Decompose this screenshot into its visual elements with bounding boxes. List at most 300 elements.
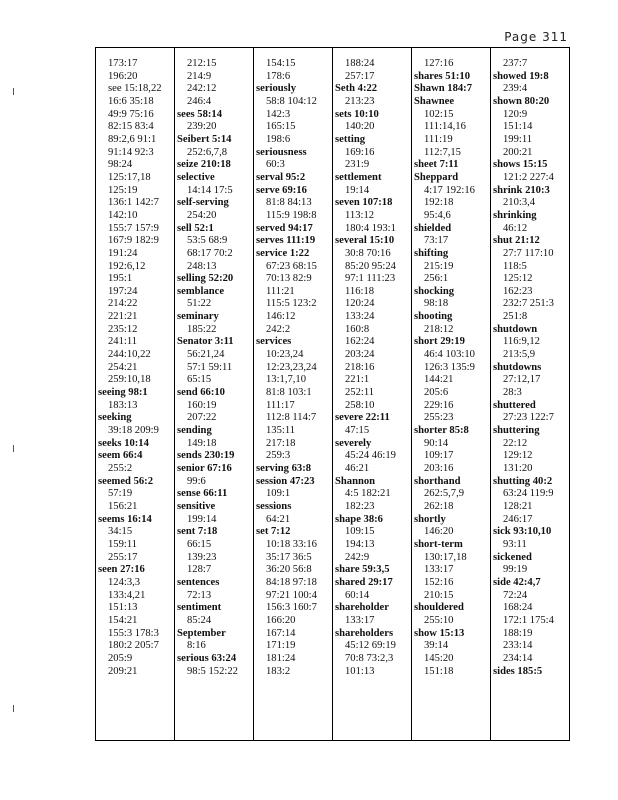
index-headword: seven 107:18 bbox=[335, 197, 393, 209]
index-page-ref: 70:8 73:2,3 bbox=[345, 652, 394, 664]
index-page-ref: 46:12 bbox=[503, 222, 528, 234]
index-headword: sentences bbox=[177, 576, 220, 588]
page-number: Page 311 bbox=[504, 30, 568, 44]
index-headword: sell 52:1 bbox=[177, 222, 214, 234]
index-page-ref: 72:24 bbox=[503, 589, 528, 601]
index-page-ref: 210:15 bbox=[424, 589, 454, 601]
index-page-ref: 244:10,22 bbox=[108, 349, 151, 361]
index-page-ref: 19:14 bbox=[345, 184, 370, 196]
index-page-ref: 255:2 bbox=[108, 463, 133, 474]
index-page-ref: 85:24 bbox=[187, 614, 212, 626]
index-page-ref: 218:16 bbox=[345, 361, 375, 373]
index-headword: several 15:10 bbox=[335, 235, 395, 247]
index-page-ref: 246:17 bbox=[503, 513, 533, 525]
index-headword: side 42:4,7 bbox=[493, 576, 541, 588]
index-page-ref: 165:15 bbox=[266, 121, 296, 133]
index-headword: sensitive bbox=[177, 500, 216, 512]
index-page-ref: 124:3,3 bbox=[108, 576, 141, 588]
index-page-ref: 65:15 bbox=[187, 374, 212, 386]
index-page-ref: 169:16 bbox=[345, 146, 375, 158]
index-page-ref: 10:23,24 bbox=[266, 349, 304, 361]
index-page-ref: 242:12 bbox=[187, 83, 217, 95]
index-headword: shielded bbox=[414, 222, 452, 234]
index-page-ref: 182:23 bbox=[345, 500, 375, 512]
index-headword: seeking bbox=[98, 412, 132, 424]
index-page-ref: 121:2 227:4 bbox=[503, 171, 554, 183]
index-page-ref: 145:20 bbox=[424, 652, 454, 664]
index-headword: shrink 210:3 bbox=[493, 184, 550, 196]
index-page-ref: 173:17 bbox=[108, 58, 138, 69]
index-page-ref: 66:15 bbox=[187, 538, 212, 550]
index-page-ref: 242:2 bbox=[266, 323, 291, 335]
index-page-ref: 101:13 bbox=[345, 665, 375, 677]
index-page-ref: 56:21,24 bbox=[187, 349, 225, 361]
index-page-ref: 235:12 bbox=[108, 323, 138, 335]
index-headword: Sheppard bbox=[414, 171, 459, 183]
index-headword: semblance bbox=[177, 285, 225, 297]
index-page-ref: 151:18 bbox=[424, 665, 454, 677]
index-page-ref: 46:4 103:10 bbox=[424, 349, 475, 361]
index-headword: shuttering bbox=[493, 425, 540, 437]
index-page-ref: 255:23 bbox=[424, 412, 454, 424]
index-page-ref: 209:21 bbox=[108, 665, 138, 677]
index-page-ref: 111:17 bbox=[266, 399, 295, 411]
index-page-ref: 125:19 bbox=[108, 184, 138, 196]
index-headword: served 94:17 bbox=[256, 222, 313, 234]
index-column-3 bbox=[254, 58, 332, 678]
index-headword: serves 111:19 bbox=[256, 235, 316, 247]
index-page-ref: 160:19 bbox=[187, 399, 217, 411]
index-headword: Shawn 184:7 bbox=[414, 83, 472, 95]
index-column-5 bbox=[412, 58, 490, 678]
index-page-ref: 200:21 bbox=[503, 146, 533, 158]
index-page-ref: 155:3 178:3 bbox=[108, 627, 159, 639]
index-page-ref: 180:4 193:1 bbox=[345, 222, 396, 234]
index-page-ref: 181:24 bbox=[266, 652, 296, 664]
index-page-ref: 36:20 56:8 bbox=[266, 564, 312, 576]
index-page-ref: 214:9 bbox=[187, 70, 212, 82]
index-headword: short-term bbox=[414, 538, 463, 550]
index-page-ref: 133:17 bbox=[424, 564, 454, 576]
index-page-ref: 254:20 bbox=[187, 209, 217, 221]
index-headword: shuttered bbox=[493, 399, 536, 411]
index-page-ref: 64:21 bbox=[266, 513, 291, 525]
index-headword: seminary bbox=[177, 311, 219, 323]
index-headword: selling 52:20 bbox=[177, 273, 234, 285]
index-page-ref: 156:21 bbox=[108, 500, 138, 512]
index-page-ref: 135:11 bbox=[266, 425, 296, 437]
index-page-ref: 258:10 bbox=[345, 399, 375, 411]
index-page-ref: 109:1 bbox=[266, 488, 291, 500]
index-page-ref: 22:12 bbox=[503, 437, 528, 449]
index-page-ref: 98:18 bbox=[424, 298, 449, 310]
index-page-ref: 118:5 bbox=[503, 260, 527, 272]
index-page-ref: 49:9 75:16 bbox=[108, 108, 154, 120]
index-page-ref: see 15:18,22 bbox=[108, 83, 162, 95]
index-page-ref: 27:23 122:7 bbox=[503, 412, 554, 424]
index-page-ref: 151:13 bbox=[108, 602, 138, 614]
index-page-ref: 155:7 157:9 bbox=[108, 222, 159, 234]
index-page-ref: 98:24 bbox=[108, 159, 133, 171]
index-page-ref: 130:17,18 bbox=[424, 551, 467, 563]
index-page-ref: 183:13 bbox=[108, 399, 138, 411]
index-page-ref: 154:15 bbox=[266, 58, 296, 69]
index-headword: seem 66:4 bbox=[98, 450, 143, 462]
index-table bbox=[95, 47, 570, 741]
index-headword: seriously bbox=[256, 83, 297, 95]
index-headword: Shannon bbox=[335, 475, 376, 487]
index-page-ref: 139:23 bbox=[187, 551, 217, 563]
index-headword: send 66:10 bbox=[177, 387, 225, 399]
index-headword: shutdowns bbox=[493, 361, 542, 373]
index-page-ref: 146:20 bbox=[424, 526, 454, 538]
index-page-ref: 111:19 bbox=[424, 133, 453, 145]
index-headword: shooting bbox=[414, 311, 453, 323]
index-page-ref: 213:23 bbox=[345, 95, 375, 107]
index-page-ref: 81:8 103:1 bbox=[266, 387, 312, 399]
index-page-ref: 156:3 160:7 bbox=[266, 602, 317, 614]
index-page-ref: 89:2,6 91:1 bbox=[108, 133, 157, 145]
index-page-ref: 113:12 bbox=[345, 209, 375, 221]
index-headword: Shawnee bbox=[414, 95, 455, 107]
index-page-ref: 129:12 bbox=[503, 450, 533, 462]
index-headword: set 7:12 bbox=[256, 526, 291, 538]
index-page-ref: 257:17 bbox=[345, 70, 375, 82]
index-headword: sheet 7:11 bbox=[414, 159, 459, 171]
index-column-2 bbox=[175, 58, 253, 678]
index-page-ref: 125:17,18 bbox=[108, 171, 151, 183]
index-page-ref: 194:13 bbox=[345, 538, 375, 550]
index-headword: show 15:13 bbox=[414, 627, 465, 639]
index-page-ref: 60:14 bbox=[345, 589, 370, 601]
index-page-ref: 149:18 bbox=[187, 437, 217, 449]
index-page-ref: 120:9 bbox=[503, 108, 528, 120]
index-headword: senior 67:16 bbox=[177, 463, 232, 474]
index-page-ref: 45:24 46:19 bbox=[345, 450, 396, 462]
index-page-ref: 142:10 bbox=[108, 209, 138, 221]
index-page-ref: 234:14 bbox=[503, 652, 533, 664]
index-page-ref: 229:16 bbox=[424, 399, 454, 411]
index-page-ref: 133:4,21 bbox=[108, 589, 146, 601]
index-page-ref: 197:24 bbox=[108, 285, 138, 297]
index-page-ref: 10:18 33:16 bbox=[266, 538, 317, 550]
index-page-ref: 128:21 bbox=[503, 500, 533, 512]
index-page-ref: 140:20 bbox=[345, 121, 375, 133]
index-page-ref: 152:16 bbox=[424, 576, 454, 588]
index-page-ref: 136:1 142:7 bbox=[108, 197, 159, 209]
index-headword: sends 230:19 bbox=[177, 450, 235, 462]
index-page-ref: 93:11 bbox=[503, 538, 527, 550]
index-headword: sees 58:14 bbox=[177, 108, 223, 120]
index-headword: shutdown bbox=[493, 323, 538, 335]
index-page-ref: 237:7 bbox=[503, 58, 528, 69]
index-page-ref: 192:6,12 bbox=[108, 260, 146, 272]
index-page-ref: 46:21 bbox=[345, 463, 370, 474]
index-page-ref: 172:1 175:4 bbox=[503, 614, 554, 626]
index-page-ref: 221:21 bbox=[108, 311, 138, 323]
index-headword: self-serving bbox=[177, 197, 229, 209]
index-page-ref: 218:12 bbox=[424, 323, 454, 335]
index-headword: Senator 3:11 bbox=[177, 336, 234, 348]
index-page-ref: 98:5 152:22 bbox=[187, 665, 238, 677]
index-page-ref: 162:23 bbox=[503, 285, 533, 297]
index-page-ref: 63:24 119:9 bbox=[503, 488, 554, 500]
index-headword: serving 63:8 bbox=[256, 463, 312, 474]
index-page-ref: 58:8 104:12 bbox=[266, 95, 317, 107]
index-page-ref: 4:17 192:16 bbox=[424, 184, 475, 196]
index-page-ref: 252:6,7,8 bbox=[187, 146, 228, 158]
index-page-ref: 28:3 bbox=[503, 387, 522, 399]
index-page-ref: 111:14,16 bbox=[424, 121, 466, 133]
index-page-ref: 39:14 bbox=[424, 640, 449, 652]
index-page-ref: 12:23,23,24 bbox=[266, 361, 317, 373]
index-headword: shut 21:12 bbox=[493, 235, 540, 247]
index-page-ref: 198:6 bbox=[266, 133, 291, 145]
index-page-ref: 109:15 bbox=[345, 526, 375, 538]
index-headword: sides 185:5 bbox=[493, 665, 543, 677]
index-page-ref: 115:5 123:2 bbox=[266, 298, 317, 310]
index-page-ref: 166:20 bbox=[266, 614, 296, 626]
index-page-ref: 205:6 bbox=[424, 387, 449, 399]
index-page-ref: 115:9 198:8 bbox=[266, 209, 317, 221]
index-page-ref: 84:18 97:18 bbox=[266, 576, 317, 588]
index-page-ref: 210:3,4 bbox=[503, 197, 536, 209]
index-headword: selective bbox=[177, 171, 215, 183]
index-headword: sessions bbox=[256, 500, 292, 512]
index-page-ref: 82:15 83:4 bbox=[108, 121, 154, 133]
index-page-ref: 203:16 bbox=[424, 463, 454, 474]
index-page-ref: 215:19 bbox=[424, 260, 454, 272]
index-headword: shareholder bbox=[335, 602, 389, 614]
index-headword: services bbox=[256, 336, 292, 348]
index-page-ref: 205:9 bbox=[108, 652, 133, 664]
index-headword: sickened bbox=[493, 551, 532, 563]
index-headword: shifting bbox=[414, 247, 449, 259]
index-column-4 bbox=[333, 58, 411, 678]
index-page-ref: 160:8 bbox=[345, 323, 370, 335]
index-page-ref: 192:18 bbox=[424, 197, 454, 209]
index-page-ref: 178:6 bbox=[266, 70, 291, 82]
index-page-ref: 142:3 bbox=[266, 108, 291, 120]
index-page-ref: 154:21 bbox=[108, 614, 138, 626]
index-column-6 bbox=[491, 58, 570, 678]
margin-tick bbox=[13, 445, 14, 452]
index-page-ref: 127:16 bbox=[424, 58, 454, 69]
index-page-ref: 51:22 bbox=[187, 298, 212, 310]
index-headword: seemed 56:2 bbox=[98, 475, 154, 487]
index-page-ref: 259:3 bbox=[266, 450, 291, 462]
index-page-ref: 8:16 bbox=[187, 640, 206, 652]
index-page-ref: 251:8 bbox=[503, 311, 528, 323]
index-page-ref: 144:21 bbox=[424, 374, 454, 386]
index-page-ref: 128:7 bbox=[187, 564, 212, 576]
index-page-ref: 255:17 bbox=[108, 551, 138, 563]
index-page-ref: 185:22 bbox=[187, 323, 217, 335]
index-page-ref: 199:11 bbox=[503, 133, 533, 145]
index-headword: shorthand bbox=[414, 475, 461, 487]
index-page-ref: 248:13 bbox=[187, 260, 217, 272]
index-page-ref: 57:1 59:11 bbox=[187, 361, 233, 373]
index-column-1 bbox=[96, 58, 174, 678]
index-page-ref: 116:9,12 bbox=[503, 336, 540, 348]
index-page-ref: 231:9 bbox=[345, 159, 370, 171]
index-page-ref: 131:20 bbox=[503, 463, 533, 474]
index-page-ref: 60:3 bbox=[266, 159, 285, 171]
index-headword: shutting 40:2 bbox=[493, 475, 553, 487]
index-headword: shorter 85:8 bbox=[414, 425, 469, 437]
index-page-ref: 171:19 bbox=[266, 640, 296, 652]
index-headword: shortly bbox=[414, 513, 446, 525]
index-headword: shape 38:6 bbox=[335, 513, 383, 525]
index-headword: serval 95:2 bbox=[256, 171, 306, 183]
index-page-ref: 72:13 bbox=[187, 589, 212, 601]
index-headword: shouldered bbox=[414, 602, 464, 614]
index-page-ref: 99:6 bbox=[187, 475, 206, 487]
index-page-ref: 199:14 bbox=[187, 513, 217, 525]
index-headword: shared 29:17 bbox=[335, 576, 393, 588]
index-page-ref: 188:19 bbox=[503, 627, 533, 639]
index-page-ref: 112:8 114:7 bbox=[266, 412, 317, 424]
index-page-ref: 221:1 bbox=[345, 374, 370, 386]
index-headword: shown 80:20 bbox=[493, 95, 550, 107]
index-page-ref: 125:12 bbox=[503, 273, 533, 285]
index-headword: Seibert 5:14 bbox=[177, 133, 232, 145]
index-headword: sense 66:11 bbox=[177, 488, 228, 500]
index-page-ref: 116:18 bbox=[345, 285, 375, 297]
index-headword: sent 7:18 bbox=[177, 526, 218, 538]
index-page-ref: 39:18 209:9 bbox=[108, 425, 159, 437]
index-page-ref: 95:4,6 bbox=[424, 209, 451, 221]
index-page-ref: 120:24 bbox=[345, 298, 375, 310]
index-page-ref: 133:17 bbox=[345, 614, 375, 626]
index-headword: seems 16:14 bbox=[98, 513, 152, 525]
index-page-ref: 27:12,17 bbox=[503, 374, 541, 386]
index-headword: settlement bbox=[335, 171, 382, 183]
index-page-ref: 255:10 bbox=[424, 614, 454, 626]
index-headword: seriousness bbox=[256, 146, 307, 158]
index-page-ref: 203:24 bbox=[345, 349, 375, 361]
index-page-ref: 167:9 182:9 bbox=[108, 235, 159, 247]
index-page-ref: 70:13 82:9 bbox=[266, 273, 312, 285]
index-page-ref: 47:15 bbox=[345, 425, 370, 437]
index-page-ref: 246:4 bbox=[187, 95, 212, 107]
index-page-ref: 254:21 bbox=[108, 361, 138, 373]
index-page-ref: 81:8 84:13 bbox=[266, 197, 312, 209]
index-page-ref: 57:19 bbox=[108, 488, 133, 500]
index-page-ref: 239:4 bbox=[503, 83, 528, 95]
index-page-ref: 207:22 bbox=[187, 412, 217, 424]
index-headword: shareholders bbox=[335, 627, 394, 639]
index-page-ref: 14:14 17:5 bbox=[187, 184, 233, 196]
index-page-ref: 97:1 111:23 bbox=[345, 273, 396, 285]
index-headword: sending bbox=[177, 425, 212, 437]
index-page-ref: 159:11 bbox=[108, 538, 138, 550]
index-page-ref: 256:1 bbox=[424, 273, 449, 285]
index-page-ref: 195:1 bbox=[108, 273, 133, 285]
index-page-ref: 262:18 bbox=[424, 500, 454, 512]
index-page-ref: 188:24 bbox=[345, 58, 375, 69]
index-page-ref: 151:14 bbox=[503, 121, 533, 133]
index-headword: shrinking bbox=[493, 209, 537, 221]
index-headword: seeing 98:1 bbox=[98, 387, 148, 399]
index-page-ref: 213:5,9 bbox=[503, 349, 536, 361]
index-headword: severe 22:11 bbox=[335, 412, 390, 424]
index-page-ref: 252:11 bbox=[345, 387, 375, 399]
index-page-ref: 126:3 135:9 bbox=[424, 361, 475, 373]
index-page-ref: 196:20 bbox=[108, 70, 138, 82]
margin-tick bbox=[13, 88, 14, 95]
index-page-ref: 262:5,7,9 bbox=[424, 488, 465, 500]
index-page-ref: 4:5 182:21 bbox=[345, 488, 391, 500]
index-headword: serve 69:16 bbox=[256, 184, 307, 196]
index-page-ref: 217:18 bbox=[266, 437, 296, 449]
index-page-ref: 214:22 bbox=[108, 298, 138, 310]
index-page-ref: 73:17 bbox=[424, 235, 449, 247]
index-page-ref: 53:5 68:9 bbox=[187, 235, 228, 247]
index-headword: September bbox=[177, 627, 226, 639]
index-page-ref: 162:24 bbox=[345, 336, 375, 348]
index-page-ref: 35:17 36:5 bbox=[266, 551, 312, 563]
index-headword: sets 10:10 bbox=[335, 108, 379, 120]
index-page-ref: 16:6 35:18 bbox=[108, 95, 154, 107]
index-page-ref: 102:15 bbox=[424, 108, 454, 120]
index-headword: shows 15:15 bbox=[493, 159, 548, 171]
index-page-ref: 180:2 205:7 bbox=[108, 640, 159, 652]
index-page-ref: 112:7,15 bbox=[424, 146, 461, 158]
index-page-ref: 233:14 bbox=[503, 640, 533, 652]
index-page-ref: 27:7 117:10 bbox=[503, 247, 554, 259]
index-page-ref: 212:15 bbox=[187, 58, 217, 69]
index-headword: seen 27:16 bbox=[98, 564, 145, 576]
index-page-ref: 109:17 bbox=[424, 450, 454, 462]
index-page-ref: 239:20 bbox=[187, 121, 217, 133]
index-page-ref: 97:21 100:4 bbox=[266, 589, 317, 601]
index-headword: shocking bbox=[414, 285, 455, 297]
index-page-ref: 67:23 68:15 bbox=[266, 260, 317, 272]
index-page-ref: 30:8 70:16 bbox=[345, 247, 391, 259]
index-page-ref: 91:14 92:3 bbox=[108, 146, 154, 158]
index-page-ref: 34:15 bbox=[108, 526, 133, 538]
index-page-ref: 90:14 bbox=[424, 437, 449, 449]
index-headword: service 1:22 bbox=[256, 247, 310, 259]
index-page-ref: 183:2 bbox=[266, 665, 291, 677]
index-headword: severely bbox=[335, 437, 372, 449]
index-headword: share 59:3,5 bbox=[335, 564, 390, 576]
index-headword: sick 93:10,10 bbox=[493, 526, 552, 538]
index-page-ref: 85:20 95:24 bbox=[345, 260, 396, 272]
index-page-ref: 167:14 bbox=[266, 627, 296, 639]
index-page-ref: 146:12 bbox=[266, 311, 296, 323]
index-page-ref: 45:12 69:19 bbox=[345, 640, 396, 652]
index-headword: showed 19:8 bbox=[493, 70, 549, 82]
index-page-ref: 168:24 bbox=[503, 602, 533, 614]
index-page-ref: 242:9 bbox=[345, 551, 370, 563]
index-page-ref: 232:7 251:3 bbox=[503, 298, 554, 310]
margin-tick bbox=[13, 705, 14, 712]
index-headword: setting bbox=[335, 133, 366, 145]
index-page-ref: 111:21 bbox=[266, 285, 295, 297]
index-headword: serious 63:24 bbox=[177, 652, 237, 664]
index-page-ref: 133:24 bbox=[345, 311, 375, 323]
index-page-ref: 259:10,18 bbox=[108, 374, 151, 386]
index-page-ref: 68:17 70:2 bbox=[187, 247, 233, 259]
index-headword: Seth 4:22 bbox=[335, 83, 378, 95]
index-headword: shares 51:10 bbox=[414, 70, 471, 82]
index-page-ref: 241:11 bbox=[108, 336, 138, 348]
index-headword: seize 210:18 bbox=[177, 159, 231, 171]
index-headword: seeks 10:14 bbox=[98, 437, 149, 449]
index-page-ref: 13:1,7,10 bbox=[266, 374, 307, 386]
